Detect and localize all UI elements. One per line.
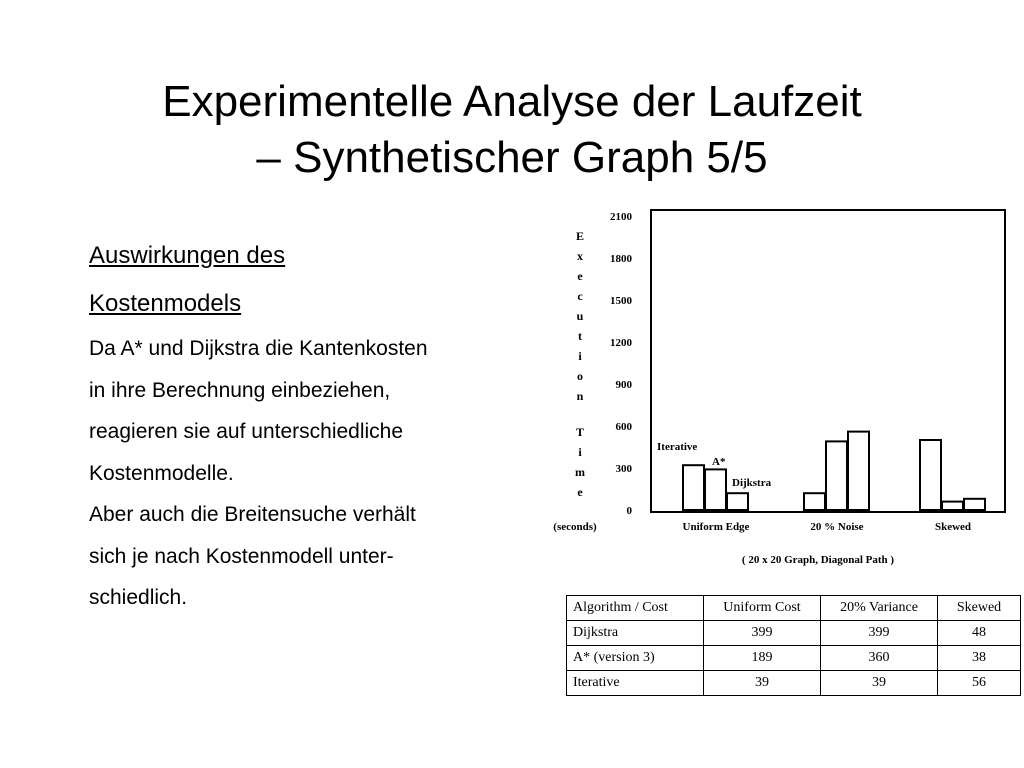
y-axis-label-letter: o — [577, 369, 583, 383]
bar-iterative — [683, 465, 704, 510]
y-axis-label-letter: T — [575, 425, 585, 439]
bars — [683, 432, 985, 510]
title-line-2: – Synthetischer Graph 5/5 — [256, 133, 768, 182]
y-axis-label-letter: u — [576, 309, 584, 323]
y-axis-unit: (seconds) — [553, 521, 597, 533]
y-axis-label-letter: e — [577, 485, 583, 499]
y-tick-label: 1200 — [610, 337, 632, 349]
bar-iterative — [920, 440, 941, 510]
bar-dijkstra — [727, 493, 748, 510]
table-cell: 56 — [938, 671, 1021, 696]
body-line: schiedlich. — [89, 586, 188, 609]
y-tick-labels — [610, 211, 633, 517]
x-tick-label: 20 % Noise — [810, 521, 864, 533]
table-cell: 399 — [821, 621, 938, 646]
y-axis-label-letter: t — [578, 329, 582, 343]
table-cell: 39 — [821, 671, 938, 696]
bar-a — [826, 441, 847, 510]
table-cell: 48 — [938, 621, 1021, 646]
table-cell: A* (version 3) — [567, 646, 704, 671]
y-tick-label: 600 — [615, 421, 632, 433]
y-axis-label-letter: i — [578, 349, 582, 363]
table-row — [567, 621, 1021, 646]
subheading-line-2: Kostenmodels — [89, 290, 242, 317]
table-cell: 39 — [704, 671, 821, 696]
x-tick-label: Skewed — [934, 521, 972, 533]
table-cell: 189 — [704, 646, 821, 671]
y-tick-label: 1800 — [610, 253, 632, 265]
y-tick-label: 0 — [626, 505, 632, 517]
y-axis-label-letter: m — [575, 465, 585, 479]
x-axis-label: ( 20 x 20 Graph, Diagonal Path ) — [741, 554, 895, 566]
y-tick-label: 300 — [615, 463, 632, 475]
body-line: in ihre Berechnung einbeziehen, — [89, 378, 391, 402]
table-header-cell: Skewed — [938, 596, 1021, 621]
table-cell: 360 — [821, 646, 938, 671]
table-header-cell: Algorithm / Cost — [567, 596, 704, 621]
body-line: Kostenmodelle. — [89, 461, 234, 485]
table-cell: Iterative — [567, 671, 704, 696]
table-cell: Dijkstra — [567, 621, 704, 646]
y-tick-label: 1500 — [610, 295, 632, 307]
bar-a — [942, 502, 963, 510]
y-axis-label — [575, 229, 585, 499]
table-header-cell: 20% Variance — [821, 596, 938, 621]
table-cell: 399 — [704, 621, 821, 646]
bar-dijkstra — [848, 432, 869, 510]
bar-annotation: Dijkstra — [732, 477, 772, 489]
y-axis-label-letter: E — [575, 229, 585, 243]
y-axis-label-letter: e — [577, 269, 583, 283]
table-header-row — [567, 596, 1021, 621]
body-line: Da A* und Dijkstra die Kantenkosten — [89, 337, 428, 360]
table-row — [567, 646, 1021, 671]
table-header-cell: Uniform Cost — [704, 596, 821, 621]
y-axis-label-letter: i — [578, 445, 582, 459]
x-tick-label: Uniform Edge — [682, 521, 750, 533]
table-row — [567, 671, 1021, 696]
y-tick-label: 2100 — [610, 211, 632, 223]
bar-annotation: A* — [712, 456, 726, 468]
y-tick-label: 900 — [615, 379, 632, 391]
body-line: reagieren sie auf unterschiedliche — [89, 420, 404, 443]
body-line: sich je nach Kostenmodell unter- — [89, 544, 394, 568]
bar-dijkstra — [964, 499, 985, 510]
y-axis-label-letter: n — [576, 389, 584, 403]
bar-annotation: Iterative — [657, 441, 698, 453]
table-cell: 38 — [938, 646, 1021, 671]
subheading-line-1: Auswirkungen des — [89, 242, 286, 269]
x-tick-labels — [683, 521, 971, 533]
y-axis-label-letter: x — [577, 249, 583, 263]
bar-iterative — [804, 493, 825, 510]
y-axis-label-letter: c — [577, 289, 583, 303]
title-line-1: Experimentelle Analyse der Laufzeit — [162, 77, 862, 126]
body-line: Aber auch die Breitensuche verhält — [89, 503, 416, 526]
bar-a — [705, 469, 726, 510]
cost-table — [566, 595, 1021, 696]
